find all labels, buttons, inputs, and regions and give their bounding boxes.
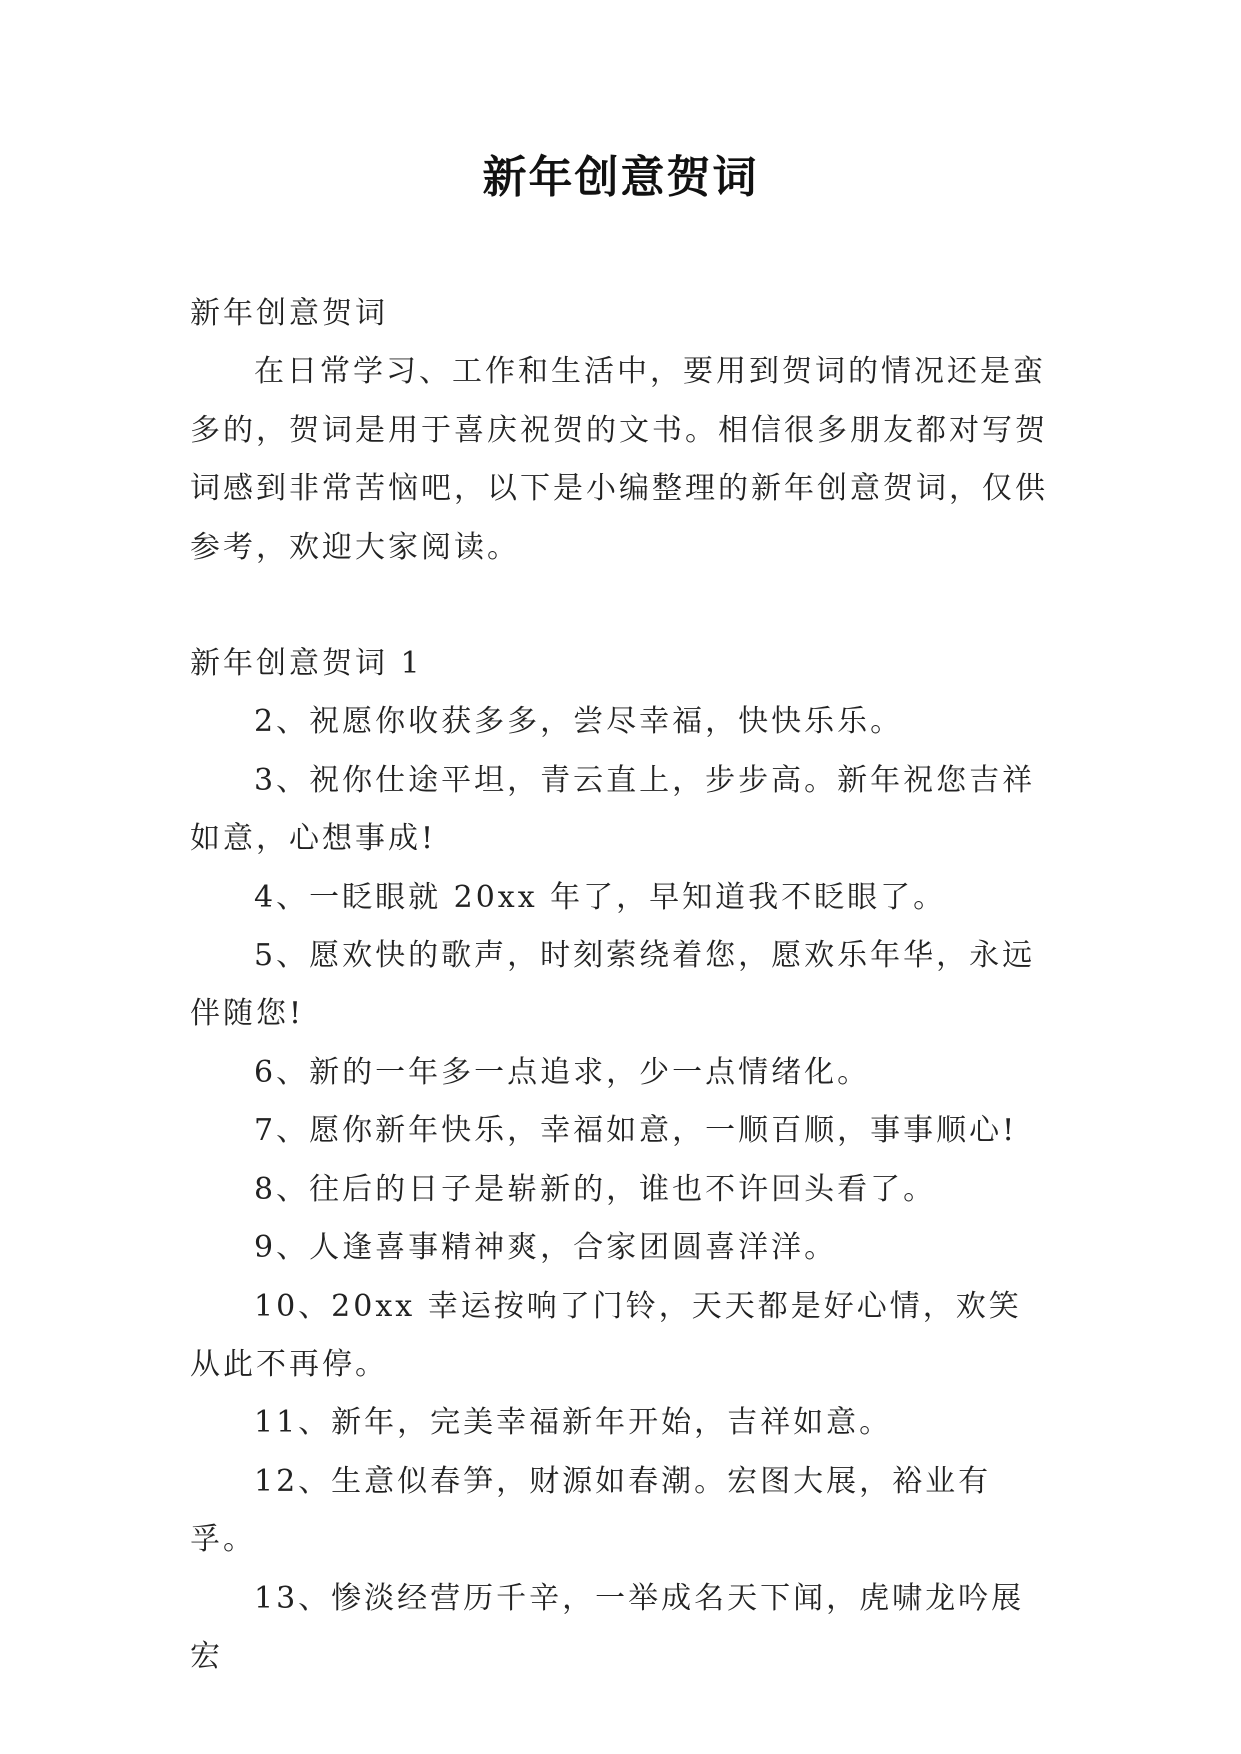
greeting-item-4: 4、一眨眼就 20xx 年了，早知道我不眨眼了。 xyxy=(254,879,947,915)
greeting-item-2: 2、祝愿你收获多多，尝尽幸福，快快乐乐。 xyxy=(254,704,904,740)
document-body xyxy=(190,285,1054,1686)
document-subtitle: 新年创意贺词 xyxy=(190,296,388,331)
section-heading: 新年创意贺词 1 xyxy=(190,646,423,682)
greeting-item-5: 5、愿欢快的歌声，时刻萦绕着您，愿欢乐年华，永远伴随您! xyxy=(190,938,1036,1032)
greeting-item-8: 8、往后的日子是崭新的，谁也不许回头看了。 xyxy=(254,1171,937,1207)
greeting-item-13: 13、惨淡经营历千辛，一举成名天下闻，虎啸龙吟展宏 xyxy=(190,1580,1025,1674)
greeting-item-10: 10、20xx 幸运按响了门铃，天天都是好心情，欢笑从此不再停。 xyxy=(190,1288,1022,1382)
greeting-item-6: 6、新的一年多一点追求，少一点情绪化。 xyxy=(254,1054,871,1090)
greeting-item-7: 7、愿你新年快乐，幸福如意，一顺百顺，事事顺心! xyxy=(254,1113,1018,1149)
document-title: 新年创意贺词 xyxy=(482,152,759,203)
greeting-item-3: 3、祝你仕途平坦，青云直上，步步高。新年祝您吉祥如意，心想事成! xyxy=(190,762,1036,857)
intro-paragraph: 在日常学习、工作和生活中，要用到贺词的情况还是蛮多的，贺词是用于喜庆祝贺的文书。相信很多朋友都对写贺词感到非常苦恼吧，以下是小编整理的新年创意贺词，仅供参考，欢迎大家阅读。 xyxy=(190,354,1048,565)
greeting-item-11: 11、新年，完美幸福新年开始，吉祥如意。 xyxy=(254,1405,893,1441)
greeting-item-9: 9、人逢喜事精神爽，合家团圆喜洋洋。 xyxy=(254,1230,838,1266)
greeting-item-12: 12、生意似春笋，财源如春潮。宏图大展，裕业有孚。 xyxy=(190,1463,992,1558)
